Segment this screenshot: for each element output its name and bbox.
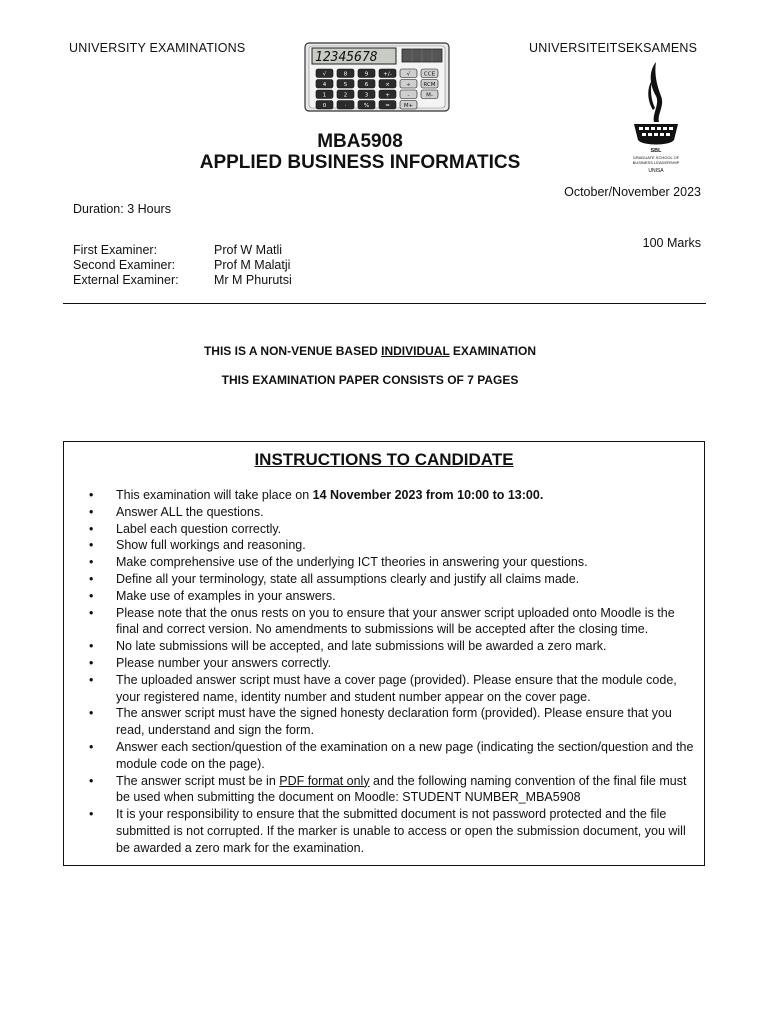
examiner-name: Prof W Matli <box>214 243 283 257</box>
header-left: UNIVERSITY EXAMINATIONS <box>69 41 246 55</box>
list-item <box>89 705 701 739</box>
list-item <box>89 672 701 706</box>
list-item <box>89 773 701 807</box>
calculator-display: 12345678 <box>315 50 378 65</box>
calculator-key-label: 5 <box>343 82 348 88</box>
list-item <box>89 605 701 639</box>
item-text: No late submissions will be accepted, and late submissions will be awarded a zero mark. <box>116 639 607 654</box>
calculator-key-label: × <box>385 82 390 88</box>
calculator-key-label: RCM <box>423 82 436 88</box>
list-item <box>89 638 701 655</box>
item-text: Make comprehensive use of the underlying ICT theories in answering your questions. <box>116 555 588 570</box>
exam-datetime: 14 November 2023 from 10:00 to 13:00. <box>312 488 544 502</box>
calculator-key-label: √ <box>406 71 411 78</box>
examiner-name: Prof M Malatji <box>214 258 291 272</box>
examiner-row <box>73 273 292 288</box>
examiner-row <box>73 258 292 273</box>
item-text: Answer each section/question of the examination on a new page (indicating the section/question and the module code on the page). <box>116 739 694 771</box>
bullet-icon: • <box>89 555 94 570</box>
logo-line2: GRADUATE SCHOOL OF <box>632 155 680 160</box>
bullet-icon: • <box>89 605 94 620</box>
bullet-icon: • <box>89 672 94 687</box>
bullet-icon: • <box>89 706 94 721</box>
list-item <box>89 739 701 773</box>
item-text: It is your responsibility to ensure that the submitted document is not password protected and the file submitted is not corrupted. If the marker is unable to access or open the submission document, you will be awarded a zero mark for the examination. <box>116 807 686 855</box>
header-right: UNIVERSITEITSEKSAMENS <box>529 41 698 55</box>
logo-line3: BUSINESS LEADERSHIP <box>632 160 680 165</box>
calculator-key-label: 4 <box>322 82 327 88</box>
examiner-role: External Examiner: <box>73 273 179 287</box>
bullet-icon: • <box>89 504 94 519</box>
bullet-icon: • <box>89 655 94 670</box>
item-text: Show full workings and reasoning. <box>116 538 306 553</box>
calculator-key-label: % <box>363 103 370 109</box>
calculator-key-label: CCE <box>423 71 436 78</box>
header-divider <box>63 303 706 304</box>
examiner-role: First Examiner: <box>73 243 158 257</box>
item-text: and the following naming convention of the final file must be used when submitting the document on Moodle: STUDENT NUMBER_MBA5908 <box>116 773 687 805</box>
calculator-key-label: 2 <box>343 92 348 99</box>
calculator-key-label: M- <box>426 92 433 99</box>
list-item <box>89 588 701 605</box>
instructions-box <box>63 441 705 866</box>
calculator-key-label: 8 <box>343 71 348 78</box>
calculator-icon <box>304 42 450 112</box>
list-item <box>89 504 701 521</box>
examiner-role: Second Examiner: <box>73 258 176 272</box>
list-item <box>89 806 701 856</box>
list-item <box>89 521 701 538</box>
bullet-icon: • <box>89 538 94 553</box>
item-text: The uploaded answer script must have a cover page (provided). Please ensure that the module code, your registered name, identity number and student number appear on the cover page. <box>116 672 677 704</box>
calculator-key-label: - <box>407 92 410 99</box>
calculator-key-label: 1 <box>322 92 327 99</box>
item-text: The answer script must be in <box>116 773 280 788</box>
list-item <box>89 554 701 571</box>
exam-duration: Duration: 3 Hours <box>73 202 171 216</box>
examiner-name: Mr M Phurutsi <box>214 273 292 287</box>
calculator-key-label: 3 <box>364 92 369 99</box>
notice-underlined: INDIVIDUAL <box>381 344 450 358</box>
notice-text: EXAMINATION <box>449 344 537 358</box>
calculator-key-label: + <box>385 92 390 99</box>
instructions-list <box>89 487 701 857</box>
calculator-key-label: = <box>385 103 390 109</box>
item-text: Answer ALL the questions. <box>116 504 264 519</box>
list-item <box>89 571 701 588</box>
notice-text: THIS IS A NON-VENUE BASED <box>203 344 382 358</box>
list-item <box>89 537 701 554</box>
bullet-icon: • <box>89 739 94 754</box>
calculator-key-label: ÷ <box>406 82 411 88</box>
module-code: MBA5908 <box>317 131 403 152</box>
pdf-format-text: PDF format only <box>279 773 370 788</box>
item-text: The answer script must have the signed honesty declaration form (provided). Please ensure that you read, understand and sign the form. <box>116 706 672 738</box>
item-text: Please note that the onus rests on you to ensure that your answer script uploaded onto Moodle is the final and correct version. No amendments to submissions will be accepted after the closing time. <box>116 605 675 637</box>
item-text: Define all your terminology, state all assumptions clearly and justify all claims made. <box>116 571 580 586</box>
item-text: Label each question correctly. <box>116 521 282 536</box>
calculator-key-label: M+ <box>403 103 414 109</box>
bullet-icon: • <box>89 488 94 502</box>
item-text: This examination will take place on <box>116 488 313 502</box>
examiner-row <box>73 243 292 258</box>
item-text: Make use of examples in your answers. <box>116 588 336 603</box>
bullet-icon: • <box>89 807 94 822</box>
list-item <box>89 655 701 672</box>
list-item <box>89 487 701 504</box>
instructions-title: INSTRUCTIONS TO CANDIDATE <box>254 450 514 469</box>
examiners-list <box>73 243 292 288</box>
module-title: APPLIED BUSINESS INFORMATICS <box>199 152 521 173</box>
bullet-icon: • <box>89 588 94 603</box>
calculator-key-label: 0 <box>322 103 327 109</box>
exam-type-notice <box>0 344 754 358</box>
calculator-key-label: √ <box>322 71 327 78</box>
logo-line4: UNISA <box>648 168 664 174</box>
bullet-icon: • <box>89 571 94 586</box>
bullet-icon: • <box>89 521 94 536</box>
logo-line1: SBL <box>650 148 662 154</box>
item-text: Please number your answers correctly. <box>116 655 332 670</box>
calculator-key-label: 6 <box>364 82 369 88</box>
exam-date: October/November 2023 <box>564 185 701 199</box>
calculator-key-label: 9 <box>364 71 369 78</box>
bullet-icon: • <box>89 639 94 654</box>
calculator-key-label: +/- <box>383 71 392 78</box>
bullet-icon: • <box>89 773 94 788</box>
total-marks: 100 Marks <box>642 236 701 250</box>
page-count-notice: THIS EXAMINATION PAPER CONSISTS OF 7 PAGES <box>221 373 519 387</box>
calculator-key-label: · <box>344 103 347 109</box>
